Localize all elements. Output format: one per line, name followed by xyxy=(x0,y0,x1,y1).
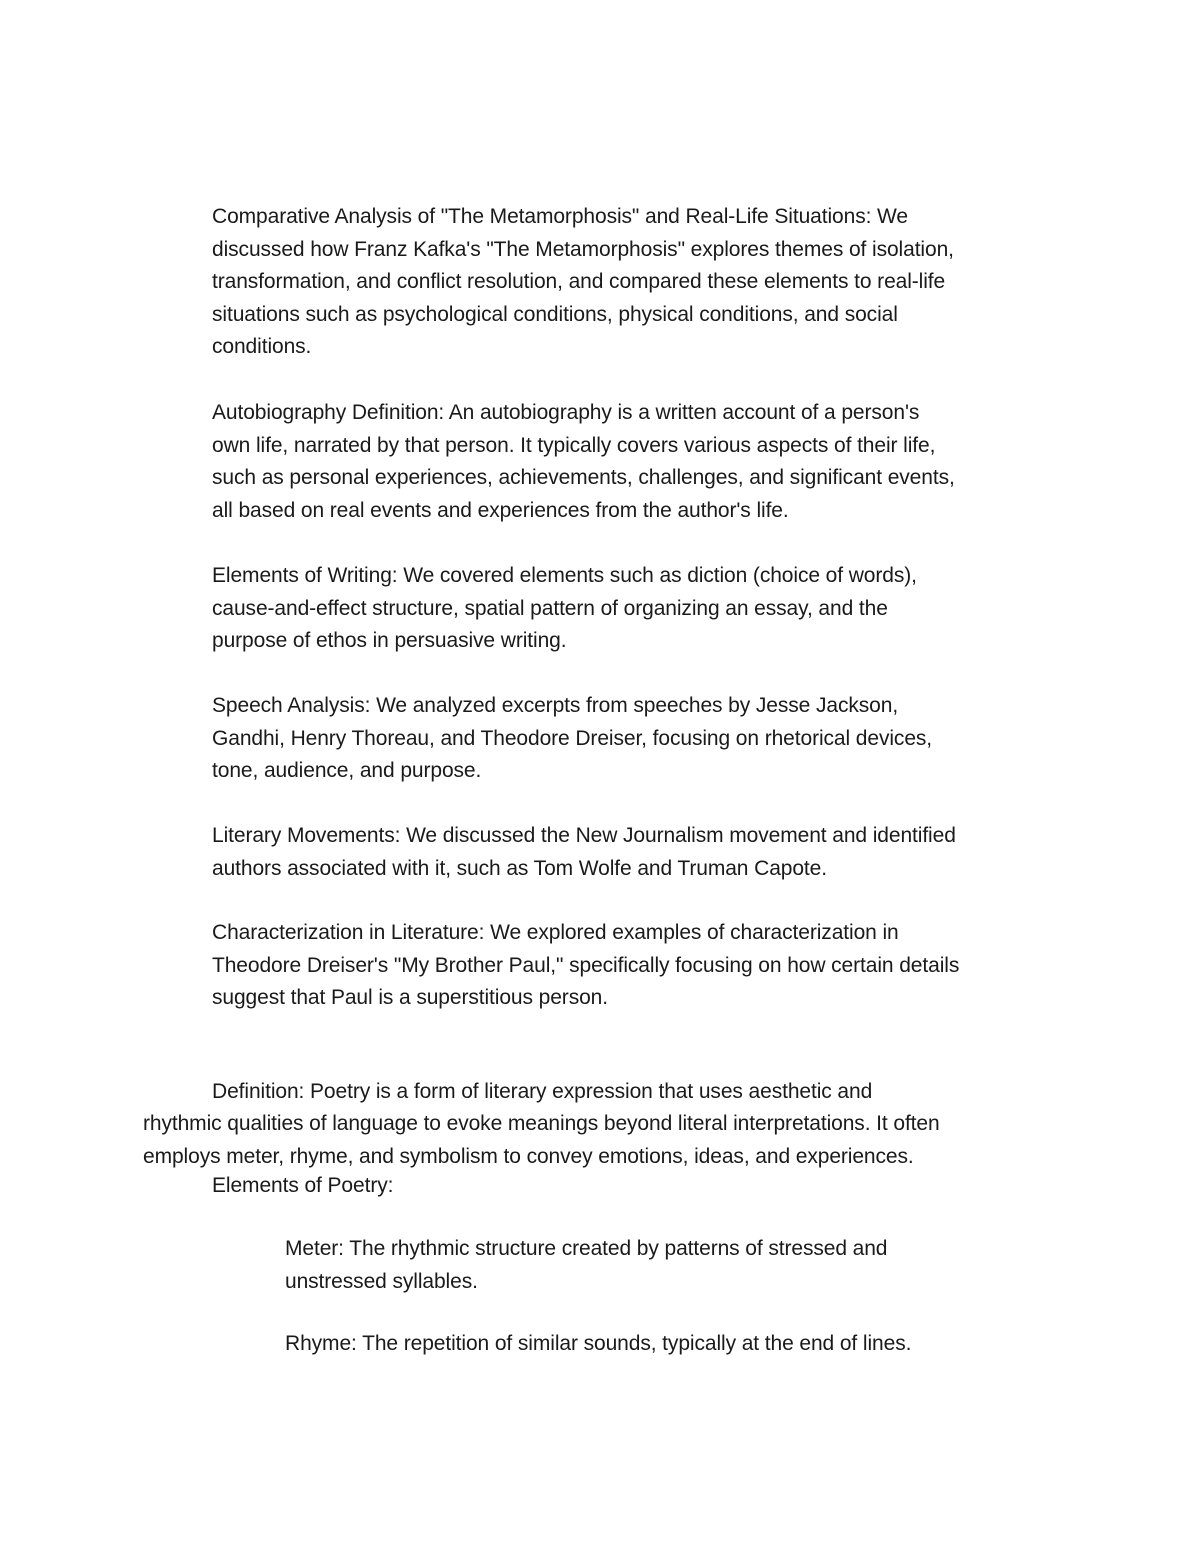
paragraph-literary-movements: Literary Movements: We discussed the New Journalism movement and identified authors associated with it, such as Tom Wolfe and Truman Capote. xyxy=(212,824,956,880)
poetry-definition-text: Definition: Poetry is a form of literary expression that uses aesthetic and rhythmic qualities of language to evoke meanings beyond literal interpretations. It often employs meter, rhyme, and symbolism to convey emotions, ideas, and experiences. xyxy=(143,1079,940,1168)
paragraph-elements-of-writing: Elements of Writing: We covered elements such as diction (choice of words), cause-and-effect structure, spatial pattern of organizing an essay, and the purpose of ethos in persuasive writing. xyxy=(212,564,917,653)
paragraph-autobiography-definition: Autobiography Definition: An autobiography is a written account of a person's own life, narrated by that person. It typically covers various aspects of their life, such as personal experiences, achievements, challenges, and significant events, all based on real events and experiences from the author's life. xyxy=(212,401,955,522)
list-item-rhyme: Rhyme: The repetition of similar sounds, typically at the end of lines. xyxy=(285,1332,912,1355)
paragraph-characterization: Characterization in Literature: We explored examples of characterization in Theodore Dreiser's "My Brother Paul," specifically focusing on how certain details suggest that Paul is a superstitious person. xyxy=(212,921,960,1010)
paragraph-speech-analysis: Speech Analysis: We analyzed excerpts from speeches by Jesse Jackson, Gandhi, Henry Thoreau, and Theodore Dreiser, focusing on rhetorical devices, tone, audience, and purpose. xyxy=(212,694,933,783)
paragraph-metamorphosis-analysis: Comparative Analysis of "The Metamorphosis" and Real-Life Situations: We discussed how Franz Kafka's "The Metamorphosis" explores themes of isolation, transformation, and conflict resolution, and compared these elements to real-life situations such as psychological conditions, physical conditions, and social conditions. xyxy=(212,205,954,359)
heading-elements-of-poetry: Elements of Poetry: xyxy=(212,1174,394,1197)
list-item-meter: Meter: The rhythmic structure created by patterns of stressed and unstressed syllables. xyxy=(285,1237,888,1293)
